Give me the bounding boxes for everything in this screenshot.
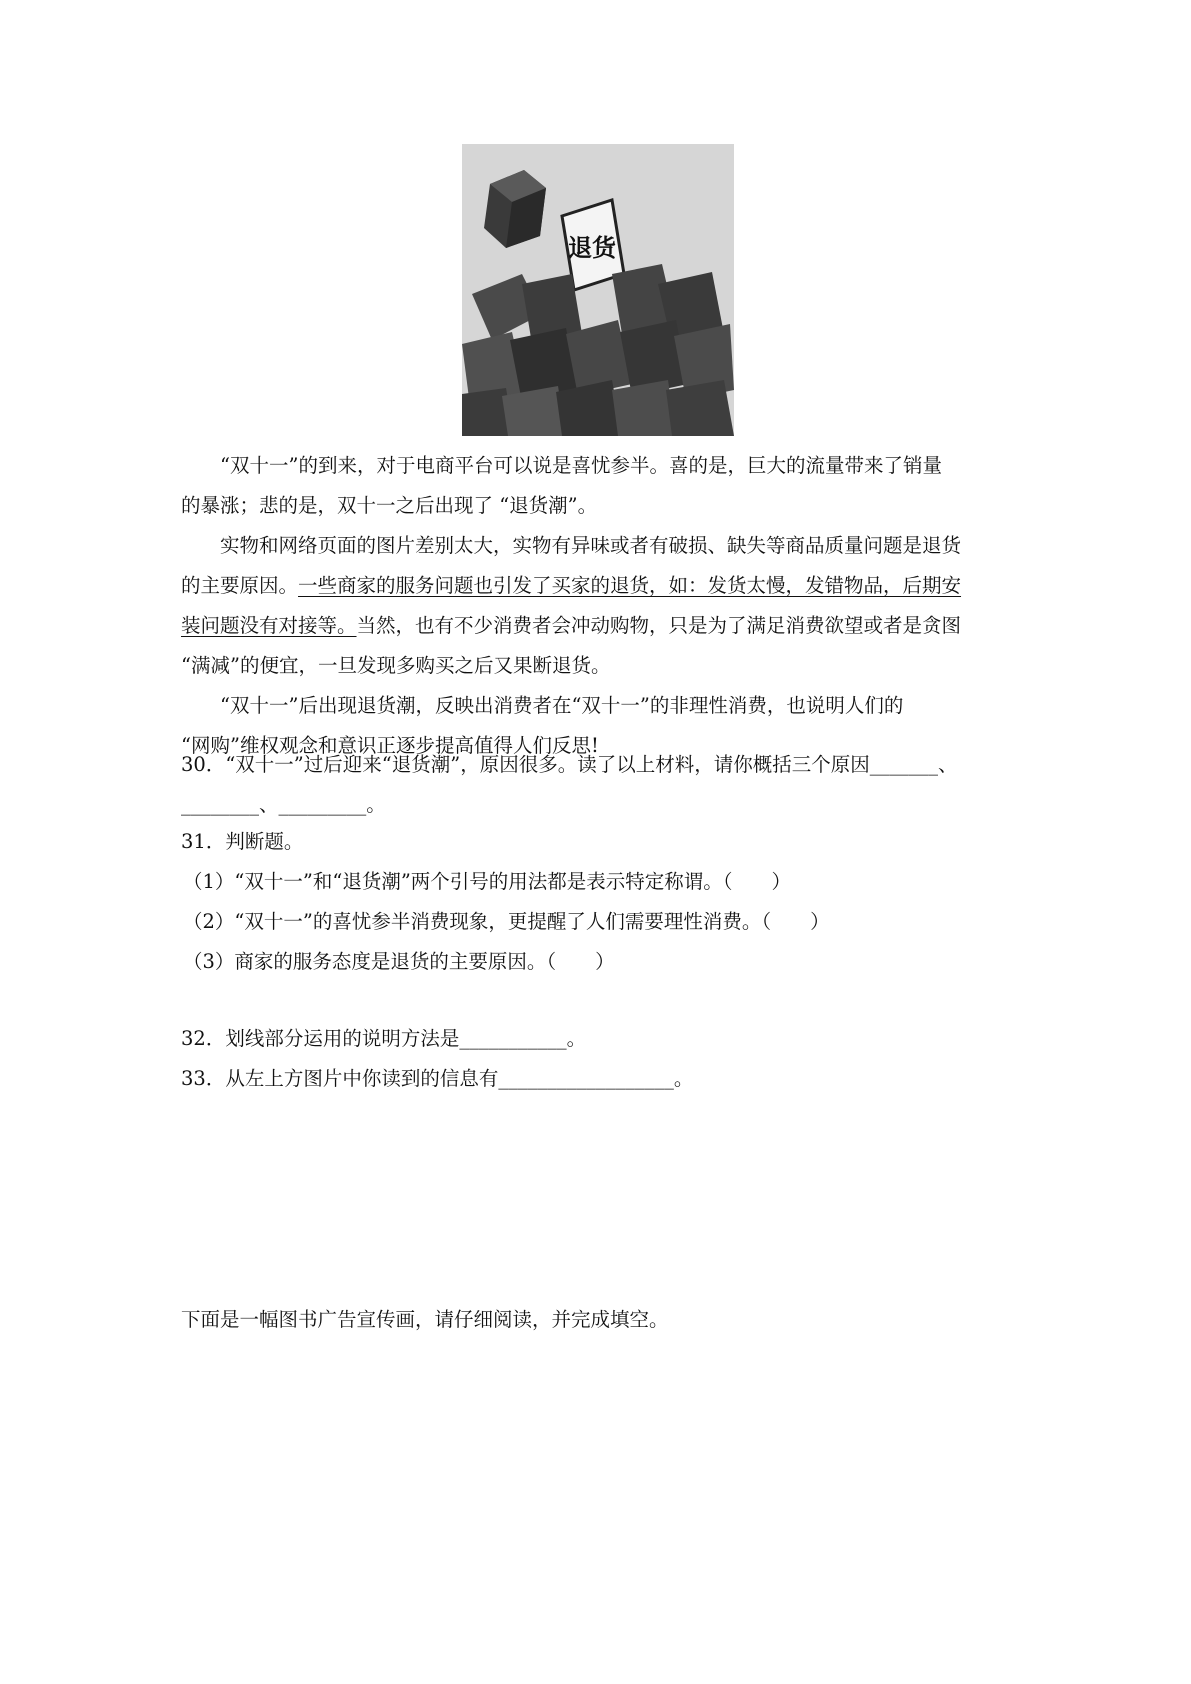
paragraph-1-line-2: 的暴涨；悲的是，双十一之后出现了 “退货潮”。 [181,494,598,517]
paragraph-3-line-1: “双十一”后出现退货潮，反映出消费者在“双十一”的非理性消费，也说明人们的 [220,694,904,717]
question-33 [181,1059,1021,1099]
paragraph-2-text: 的主要原因。 [181,574,299,597]
underlined-sentence: 一些商家的服务问题也引发了买家的退货，如：发货太慢，发错物品，后期安 [298,574,962,597]
paragraph-2-line-3 [181,606,1021,646]
question-31 [181,822,1021,982]
question-31-title: 31．判断题。 [181,830,304,853]
svg-text:退货: 退货 [568,234,616,262]
underlined-sentence-end: 装问题没有对接等。 [181,614,357,637]
next-section-intro: 下面是一幅图书广告宣传画，请仔细阅读，并完成填空。 [181,1308,669,1331]
question-31-item-1: （1）“双十一”和“退货潮”两个引号的用法都是表示特定称谓。（ ） [183,870,792,893]
question-30-line-2: ________、_________。 [181,793,386,816]
question-30-line-1: 30．“双十一”过后迎来“退货潮”，原因很多。读了以上材料，请你概括三个原因_______、 [181,753,958,776]
question-32-text: 32．划线部分运用的说明方法是___________。 [181,1027,587,1050]
paragraph-2-line-4: “满减”的便宜，一旦发现多购买之后又果断退货。 [181,654,611,677]
paragraph-2-line-1: 实物和网络页面的图片差别太大，实物有异味或者有破损、缺失等商品质量问题是退货 [220,534,962,557]
paragraph-3-line-2: “网购”维权观念和意识正逐步提高值得人们反思! [181,734,599,757]
question-31-item-3: （3）商家的服务态度是退货的主要原因。（ ） [183,950,615,973]
question-32 [181,1019,1021,1059]
question-30 [181,745,1021,825]
question-33-text: 33．从左上方图片中你读到的信息有__________________。 [181,1067,694,1090]
passage [181,446,1021,766]
question-31-item-2: （2）“双十一”的喜忧参半消费现象，更提醒了人们需要理性消费。（ ） [183,910,830,933]
cartoon-illustration [462,144,734,436]
next-section [181,1300,1021,1340]
paragraph-2-text: 当然，也有不少消费者会冲动购物，只是为了满足消费欲望或者是贪图 [356,614,962,637]
paragraph-2-line-2 [181,566,1021,606]
paragraph-1-line-1: “双十一”的到来，对于电商平台可以说是喜忧参半。喜的是，巨大的流量带来了销量 [220,454,942,477]
return-wave-cartoon [462,144,734,436]
